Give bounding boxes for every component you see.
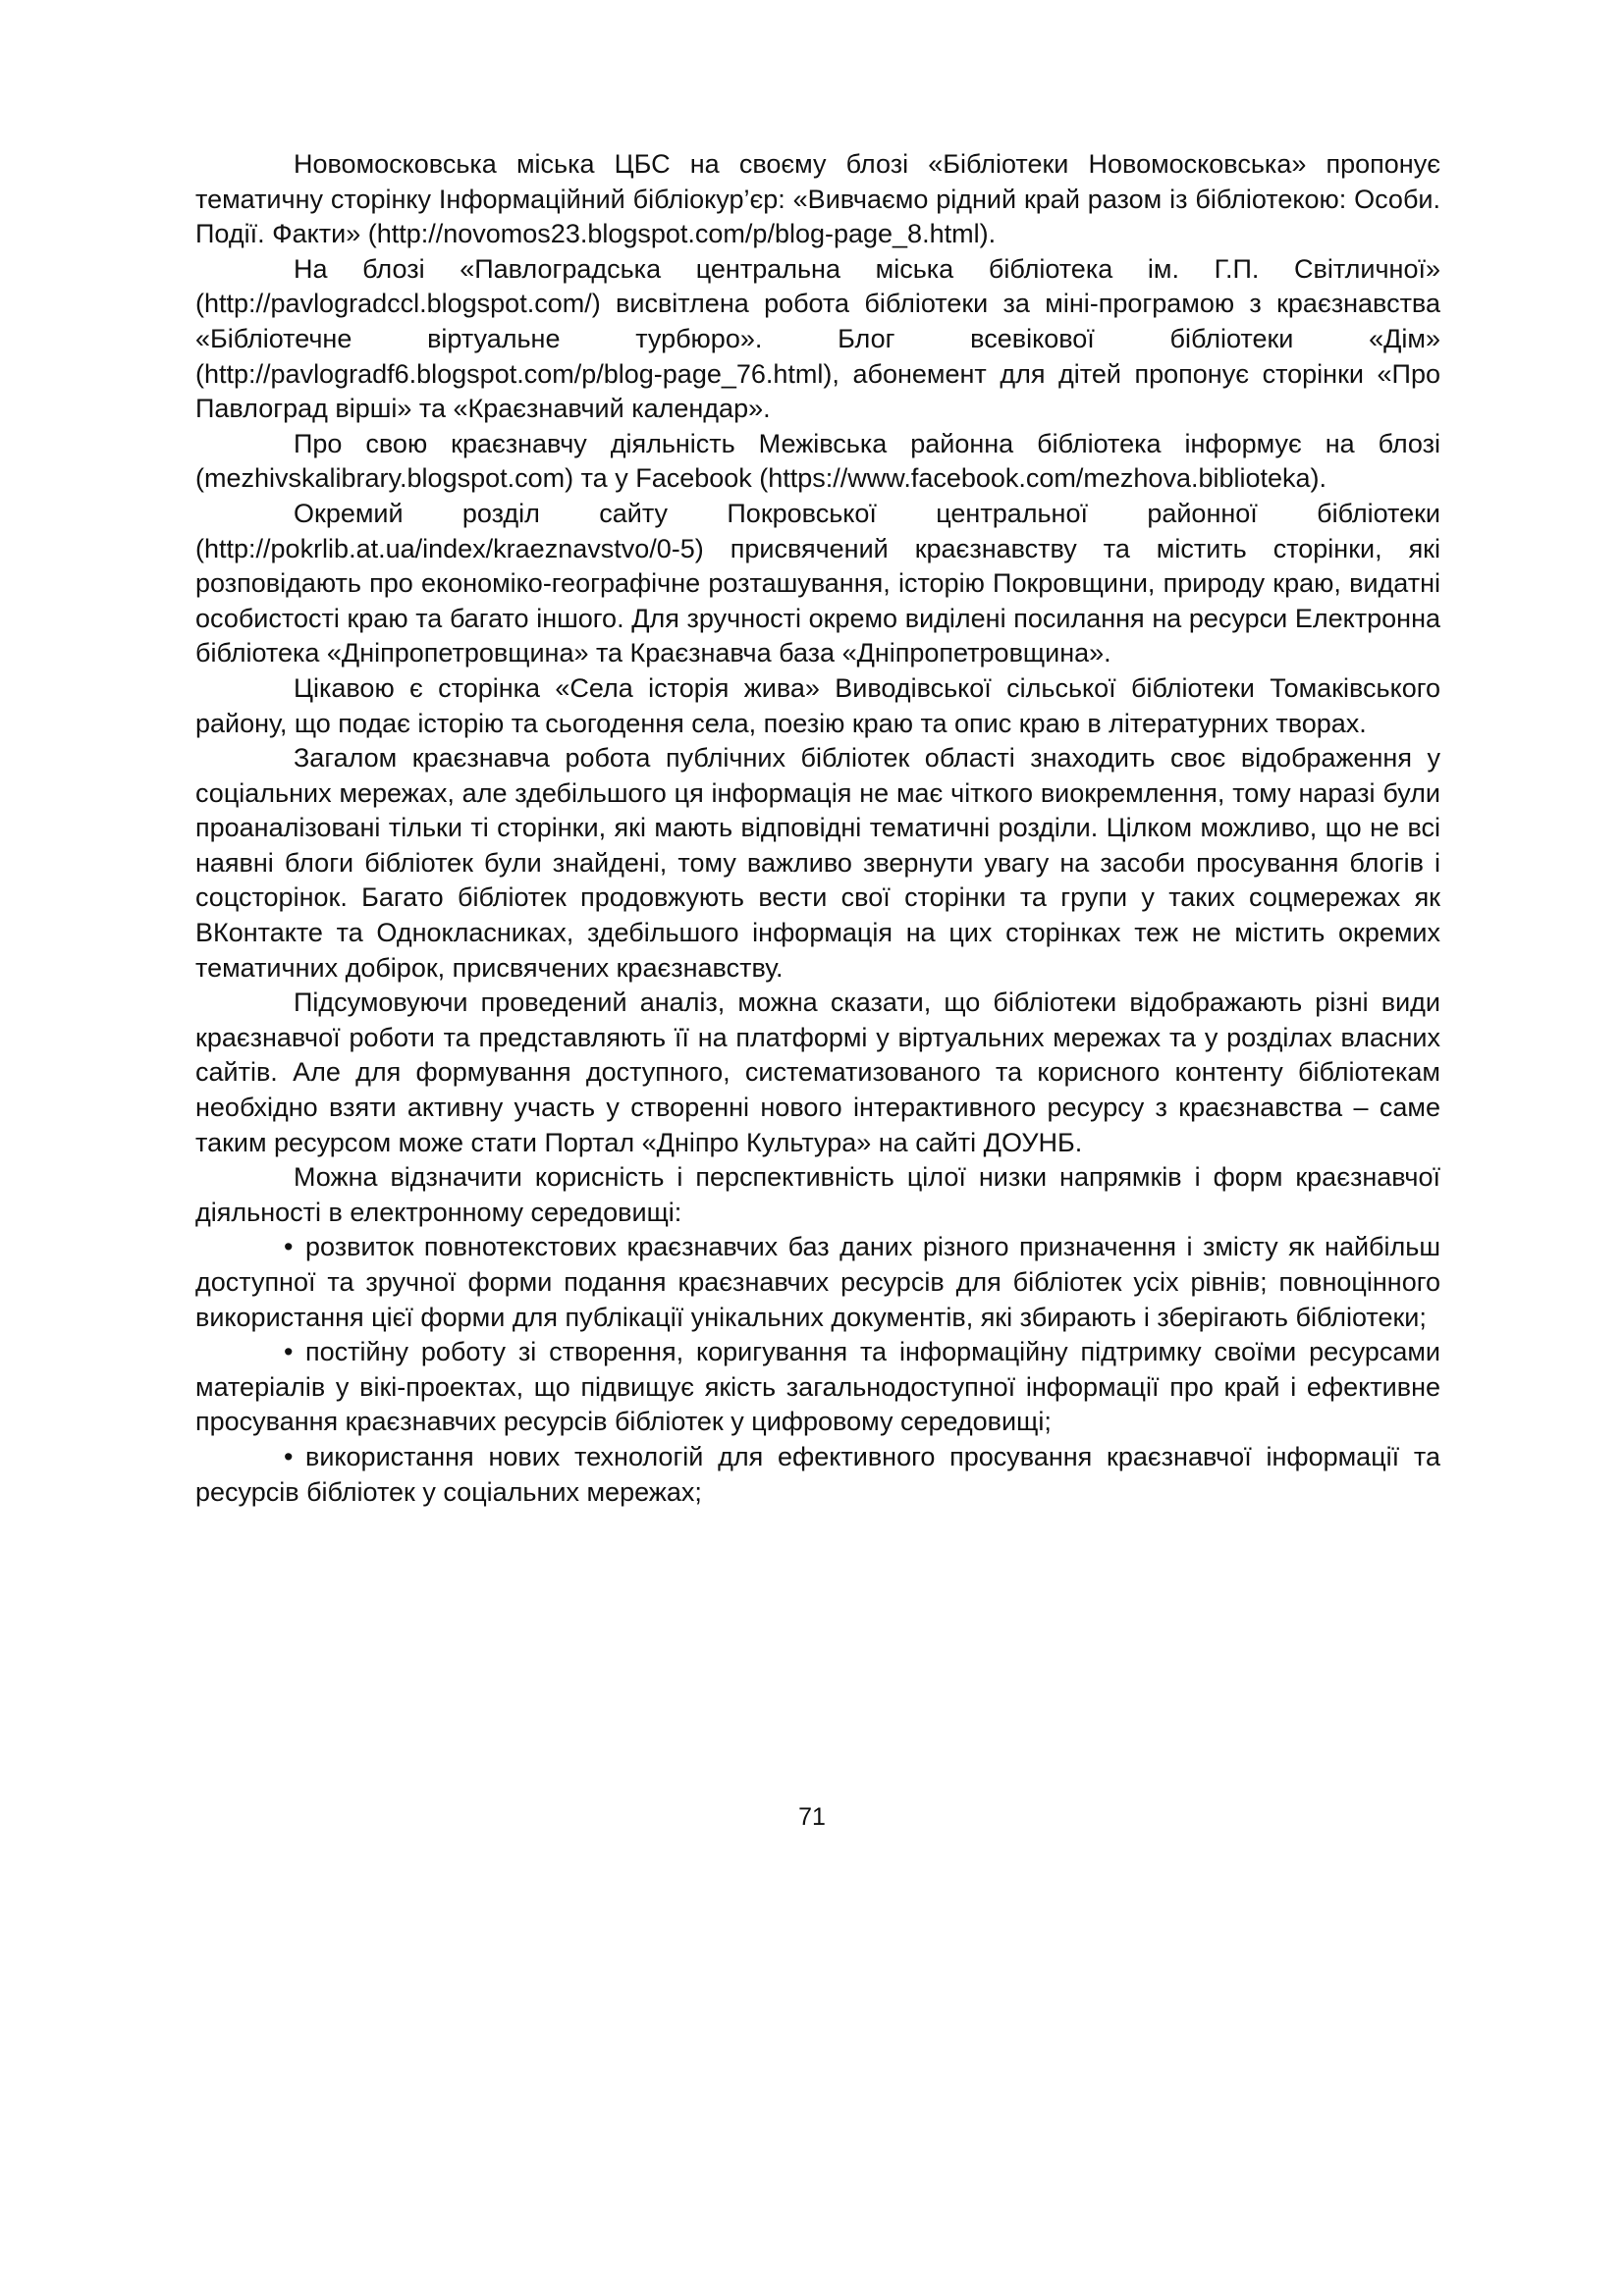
- bullet-icon: •: [284, 1232, 294, 1262]
- page-number: 71: [798, 1803, 826, 1831]
- paragraph-summary: Підсумовуючи проведений аналіз, можна сказати, що бібліотеки відображають різні види краєзнавчої роботи та представляють її на платформі у віртуальних мережах та у розділах власних сайтів. Але для формування доступного, систематизованого та корисного контенту бібліотекам необхідно взяти активну участь у створенні нового інтерактивного ресурсу з краєзнавства – саме таким ресурсом може стати Портал «Дніпро Культура» на сайті ДОУНБ.: [195, 988, 1440, 1157]
- bullet-item: [195, 1230, 1440, 1335]
- bullet-text: постійну роботу зі створення, коригування та інформаційну підтримку своїми ресурсами матеріалів у вікі-проектах, що підвищує якість загальнодоступної інформації про край і ефективне просування краєзнавчих ресурсів бібліотек у цифровому середовищі;: [195, 1337, 1440, 1437]
- paragraph-novomoskovsk: Новомосковська міська ЦБС на своєму блозі «Бібліотеки Новомосковська» пропонує тематичну сторінку Інформаційний бібліокур’єр: «Вивчаємо рідний край разом із бібліотекою: Особи. Події. Факти» (http://novomos23.blogspot.com/p/blog-page_8.html).: [195, 149, 1440, 249]
- paragraph-pokrovske: Окремий розділ сайту Покровської центральної районної бібліотеки (http://pokrlib.at.ua/index/kraeznavstvo/0-5) присвячений краєзнавству та містить сторінки, які розповідають про економіко-географічне розташування, історію Покровщини, природу краю, видатні особистості краю та багато іншого. Для зручності окремо виділені посилання на ресурси Електронна бібліотека «Дніпропетровщина» та Краєзнавча база «Дніпропетровщина».: [195, 498, 1440, 668]
- paragraph-directions-intro: Можна відзначити корисність і перспективність цілої низки напрямків і форм краєзнавчої діяльності в електронному середовищі:: [195, 1162, 1440, 1227]
- bullet-icon: •: [284, 1441, 294, 1471]
- bullet-icon: •: [284, 1337, 294, 1367]
- bullet-text: розвиток повнотекстових краєзнавчих баз даних різного призначення і змісту як найбільш доступної та зручної форми подання краєзнавчих ресурсів для бібліотек усіх рівнів; повноцінного використання цієї форми для публікації унікальних документів, які збирають і зберігають бібліотеки;: [195, 1232, 1440, 1332]
- paragraph-vyvodove: Цікавою є сторінка «Села історія жива» Виводівської сільської бібліотеки Томаківського району, що подає історію та сьогодення села, поезію краю та опис краю в літературних творах.: [195, 672, 1440, 738]
- paragraph-pavlohrad: На блозі «Павлоградська центральна міська бібліотека ім. Г.П. Світличної» (http://pavlogradccl.blogspot.com/) висвітлена робота бібліотеки за міні-програмою з краєзнавства «Бібліотечне віртуальне турбюро». Блог всевікової бібліотеки «Дім» (http://pavlogradf6.blogspot.com/p/blog-page_76.html), абонемент для дітей пропонує сторінки «Про Павлоград вірші» та «Краєзнавчий календар».: [195, 253, 1440, 424]
- bullet-item: [195, 1440, 1440, 1510]
- paragraph-mezhova: Про свою краєзнавчу діяльність Межівська районна бібліотека інформує на блозі (mezhivskalibrary.blogspot.com) та у Facebook (https://www.facebook.com/mezhova.biblioteka).: [195, 428, 1440, 494]
- paragraph-social-networks: Загалом краєзнавча робота публічних бібліотек області знаходить своє відображення у соціальних мережах, але здебільшого ця інформація не має чіткого виокремлення, тому наразі були проаналізовані тільки ті сторінки, які мають відповідні тематичні розділи. Цілком можливо, що не всі наявні блоги бібліотек були знайдені, тому важливо звернути увагу на засоби просування блогів і соцсторінок. Багато бібліотек продовжують вести свої сторінки та групи у таких соцмережах як ВКонтакте та Однокласниках, здебільшого інформація на цих сторінках теж не містить окремих тематичних добірок, присвячених краєзнавству.: [195, 743, 1440, 983]
- bullet-text: використання нових технологій для ефективного просування краєзнавчої інформації та ресурсів бібліотек у соціальних мережах;: [195, 1441, 1440, 1507]
- body-text: [195, 147, 1440, 1510]
- bullet-item: [195, 1335, 1440, 1440]
